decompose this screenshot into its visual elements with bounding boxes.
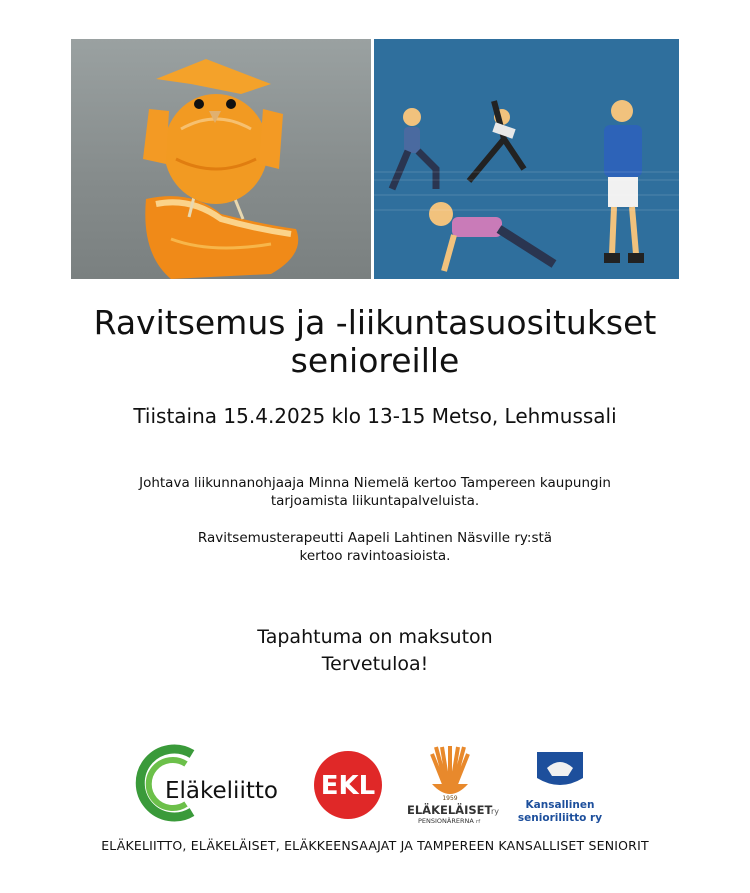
elakeliitto-label: Eläkeliitto xyxy=(165,778,278,804)
paragraph-line: Ravitsemusterapeutti Aapeli Lahtinen Näsville ry:stä xyxy=(197,530,553,546)
background-stripe xyxy=(374,194,679,196)
pensionarerna-label: PENSIONÄRERNA xyxy=(418,817,474,825)
elakelaiset-logo xyxy=(407,746,499,825)
welcome-line: Tervetuloa! xyxy=(321,653,429,675)
background-stripe xyxy=(374,179,679,181)
orange-bird-photo xyxy=(71,39,371,279)
free-admission-note xyxy=(0,624,750,678)
senioriliitto-label: senioriliitto ry xyxy=(517,812,603,824)
organizer-logos xyxy=(0,742,750,832)
orange-bird-illustration xyxy=(71,39,371,279)
elakelaiset-ry: ry xyxy=(491,807,500,816)
speaker-paragraph-1 xyxy=(0,474,750,510)
ekl-label: EKL xyxy=(320,771,376,801)
kansallinen-label: Kansallinen xyxy=(525,799,595,811)
elakelaiset-label: ELÄKELÄISET xyxy=(407,803,493,817)
logos-svg xyxy=(0,742,750,832)
exercise-figures xyxy=(374,39,679,279)
fitness-illustration xyxy=(374,39,679,279)
organizers-footer: ELÄKELIITTO, ELÄKELÄISET, ELÄKKEENSAAJAT JA TAMPEREEN KANSALLISET SENIORIT xyxy=(101,838,649,853)
free-line: Tapahtuma on maksuton xyxy=(257,626,493,648)
pensionarerna-rf: rf xyxy=(476,819,481,825)
title-line: senioreille xyxy=(290,341,460,380)
elakeliitto-logo xyxy=(140,749,278,817)
paragraph-line: tarjoamista liikuntapalveluista. xyxy=(270,493,480,509)
paragraph-line: kertoo ravintoasioista. xyxy=(299,548,451,564)
elakelaiset-year: 1959 xyxy=(442,795,458,802)
background-stripe xyxy=(374,171,679,173)
title-line: Ravitsemus ja -liikuntasuositukset xyxy=(93,303,657,342)
kansallinen-logo xyxy=(518,752,602,824)
background-stripe xyxy=(374,209,679,211)
speaker-paragraph-2 xyxy=(0,529,750,565)
event-date-location: Tiistaina 15.4.2025 klo 13-15 Metso, Lehmussali xyxy=(133,404,617,428)
ekl-logo xyxy=(314,751,382,819)
paragraph-line: Johtava liikunnanohjaaja Minna Niemelä kertoo Tampereen kaupungin xyxy=(139,475,611,491)
page-title xyxy=(0,304,750,380)
